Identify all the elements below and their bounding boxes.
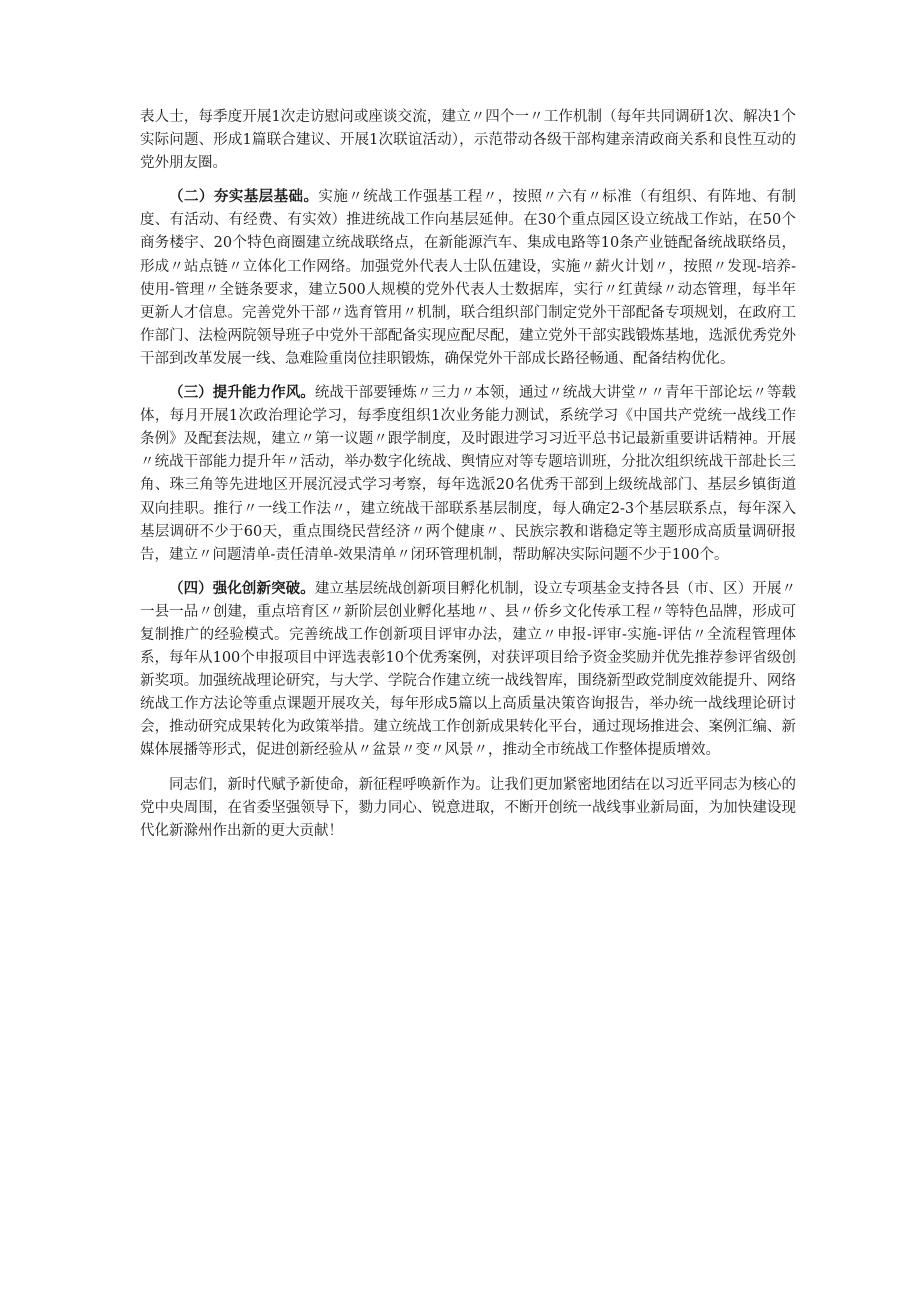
- document-page: [140, 106, 796, 843]
- intro-paragraph-tail: 表人士，每季度开展1次走访慰问或座谈交流，建立〃四个一〃工作机制（每年共同调研1次、解决1个实际问题、形成1篇联合建议、开展1次联谊活动），示范带动各级干部构建亲清政商关系和良性互动的党外朋友圈。: [140, 109, 796, 172]
- closing-paragraph: 同志们，新时代赋予新使命，新征程呼唤新作为。让我们更加紧密地团结在以习近平同志为核心的党中央周围，在省委坚强领导下，勠力同心、锐意进取，不断开创统一战线事业新局面，为加快建设现代化新滁州作出新的更大贡献！: [140, 776, 796, 839]
- section-heading-3: （三）提升能力作风。: [169, 385, 315, 402]
- section-paragraph-4: [140, 578, 796, 763]
- paragraph-gap: [140, 763, 796, 774]
- section-heading-2: （二）夯实基层基础。: [169, 189, 319, 206]
- section-body-3: 统战干部要锤炼〃三力〃本领，通过〃统战大讲堂〃〃青年干部论坛〃等载体，每月开展1次政治理论学习，每季度组织1次业务能力测试，系统学习《中国共产党统一战线工作条例》及配套法规，建立〃第一议题〃跟学制度，及时跟进学习习近平总书记最新重要讲话精神。开展〃统战干部能力提升年〃活动，举办数字化统战、舆情应对等专题培训班，分批次组织统战干部赴长三角、珠三角等先进地区开展沉浸式学习考察，每年选派20名优秀干部到上级统战部门、基层乡镇街道双向挂职。推行〃一线工作法〃，建立统战干部联系基层制度，每人确定2-3个基层联系点，每年深入基层调研不少于60天，重点围绕民营经济〃两个健康〃、民族宗教和谐稳定等主题形成高质量调研报告，建立〃问题清单-责任清单-效果清单〃闭环管理机制，帮助解决实际问题不少于100个。: [140, 385, 797, 563]
- section-heading-4: （四）强化创新突破。: [169, 580, 315, 597]
- paragraph-gap: [140, 371, 796, 382]
- paragraph-gap: [140, 175, 796, 186]
- section-paragraph-2: [140, 186, 796, 371]
- paragraph-gap: [140, 567, 796, 578]
- section-body-2: 实施〃统战工作强基工程〃，按照〃六有〃标准（有组织、有阵地、有制度、有活动、有经费、有实效）推进统战工作向基层延伸。在30个重点园区设立统战工作站，在50个商务楼宇、20个特色商圈建立统战联络点，在新能源汽车、集成电路等10条产业链配备统战联络员，形成〃站点链〃立体化工作网络。加强党外代表人士队伍建设，实施〃薪火计划〃，按照〃发现-培养-使用-管理〃全链条要求，建立500人规模的党外代表人士数据库，实行〃红黄绿〃动态管理，每半年更新人才信息。完善党外干部〃选育管用〃机制，联合组织部门制定党外干部配备专项规划，在政府工作部门、法检两院领导班子中党外干部配备实现应配尽配，建立党外干部实践锻炼基地，选派优秀党外干部到改革发展一线、急难险重岗位挂职锻炼，确保党外干部成长路径畅通、配备结构优化。: [140, 189, 796, 367]
- section-paragraph-3: [140, 382, 796, 567]
- section-body-4: 建立基层统战创新项目孵化机制，设立专项基金支持各县（市、区）开展〃一县一品〃创建，重点培育区〃新阶层创业孵化基地〃、县〃侨乡文化传承工程〃等特色品牌，形成可复制推广的经验模式。完善统战工作创新项目评审办法，建立〃申报-评审-实施-评估〃全流程管理体系，每年从100个申报项目中评选表彰10个优秀案例，对获评项目给予资金奖励并优先推荐参评省级创新奖项。加强统战理论研究，与大学、学院合作建立统一战线智库，围绕新型政党制度效能提升、网络统战工作方法论等重点课题开展攻关，每年形成5篇以上高质量决策咨询报告，举办统一战线理论研讨会，推动研究成果转化为政策举措。建立统战工作创新成果转化平台，通过现场推进会、案例汇编、新媒体展播等形式，促进创新经验从〃盆景〃变〃风景〃，推动全市统战工作整体提质增效。: [140, 580, 797, 759]
